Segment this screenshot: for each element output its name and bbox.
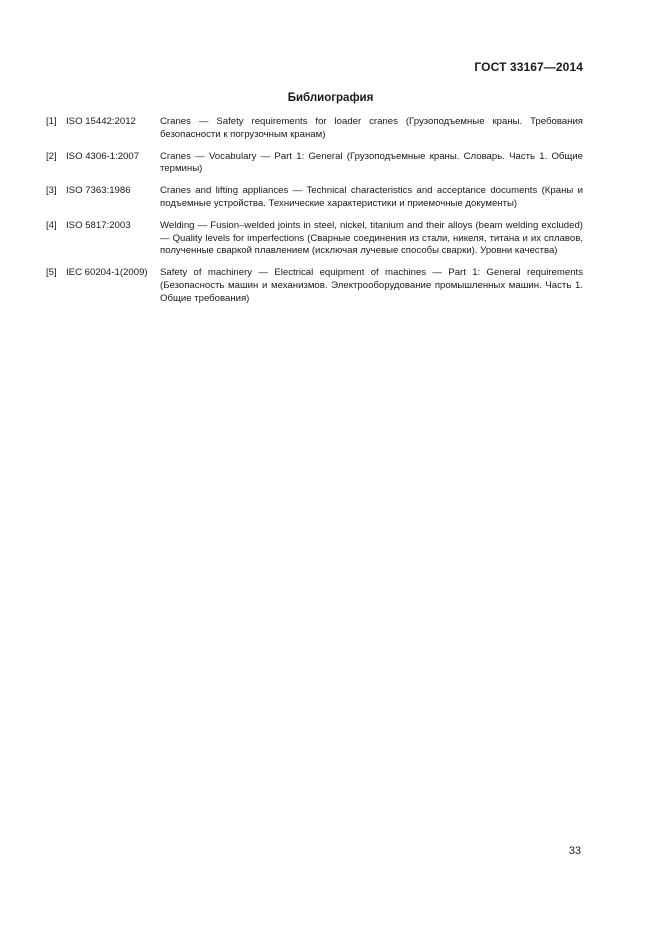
entry-title: Welding — Fusion–welded joints in steel, nickel, titanium and their alloys (beam welding excluded) — Quality levels for imperfections (Сварные соединения из стали, никеля, титана и их сплавов, полученные сваркой плавлением (исключая лучевые способы сварки). Уровни качества) xyxy=(160,219,583,257)
entry-number: [4] xyxy=(46,219,57,231)
entry-title: Cranes — Vocabulary — Part 1: General (Грузоподъемные краны. Словарь. Часть 1. Общие термины) xyxy=(160,150,583,175)
document-header-standard: ГОСТ 33167—2014 xyxy=(474,60,583,74)
bibliography-entry xyxy=(46,116,583,142)
entry-number: [5] xyxy=(46,267,57,279)
entry-number: [3] xyxy=(46,185,57,197)
entry-number: [1] xyxy=(46,116,57,127)
bibliography-entry xyxy=(46,185,583,211)
entry-standard-code: ISO 5817:2003 xyxy=(66,219,131,231)
bibliography-entry xyxy=(46,151,583,177)
page-number: 33 xyxy=(568,845,581,857)
entry-standard-code: ISO 15442:2012 xyxy=(66,116,136,127)
entry-standard-code: ISO 7363:1986 xyxy=(66,185,131,197)
section-title: Библиография xyxy=(287,92,374,104)
entry-standard-code: ISO 4306-1:2007 xyxy=(66,150,140,162)
bibliography-list xyxy=(46,116,583,315)
bibliography-entry xyxy=(46,220,583,258)
entry-number: [2] xyxy=(46,150,57,162)
entry-standard-code: IEC 60204-1(2009) xyxy=(66,267,148,279)
entry-title: Cranes and lifting appliances — Technical characteristics and acceptance documents (Краны и подъемные устройства. Технические характеристики и приемочные документы) xyxy=(160,185,583,209)
entry-title: Safety of machinery — Electrical equipment of machines — Part 1: General requirements (Безопасность машин и механизмов. Электрооборудование промышленных машин. Часть 1. Общие требования) xyxy=(160,267,583,304)
entry-title: Cranes — Safety requirements for loader cranes (Грузоподъемные краны. Требования безопасности к погрузочным кранам) xyxy=(160,116,583,140)
bibliography-entry xyxy=(46,267,583,305)
